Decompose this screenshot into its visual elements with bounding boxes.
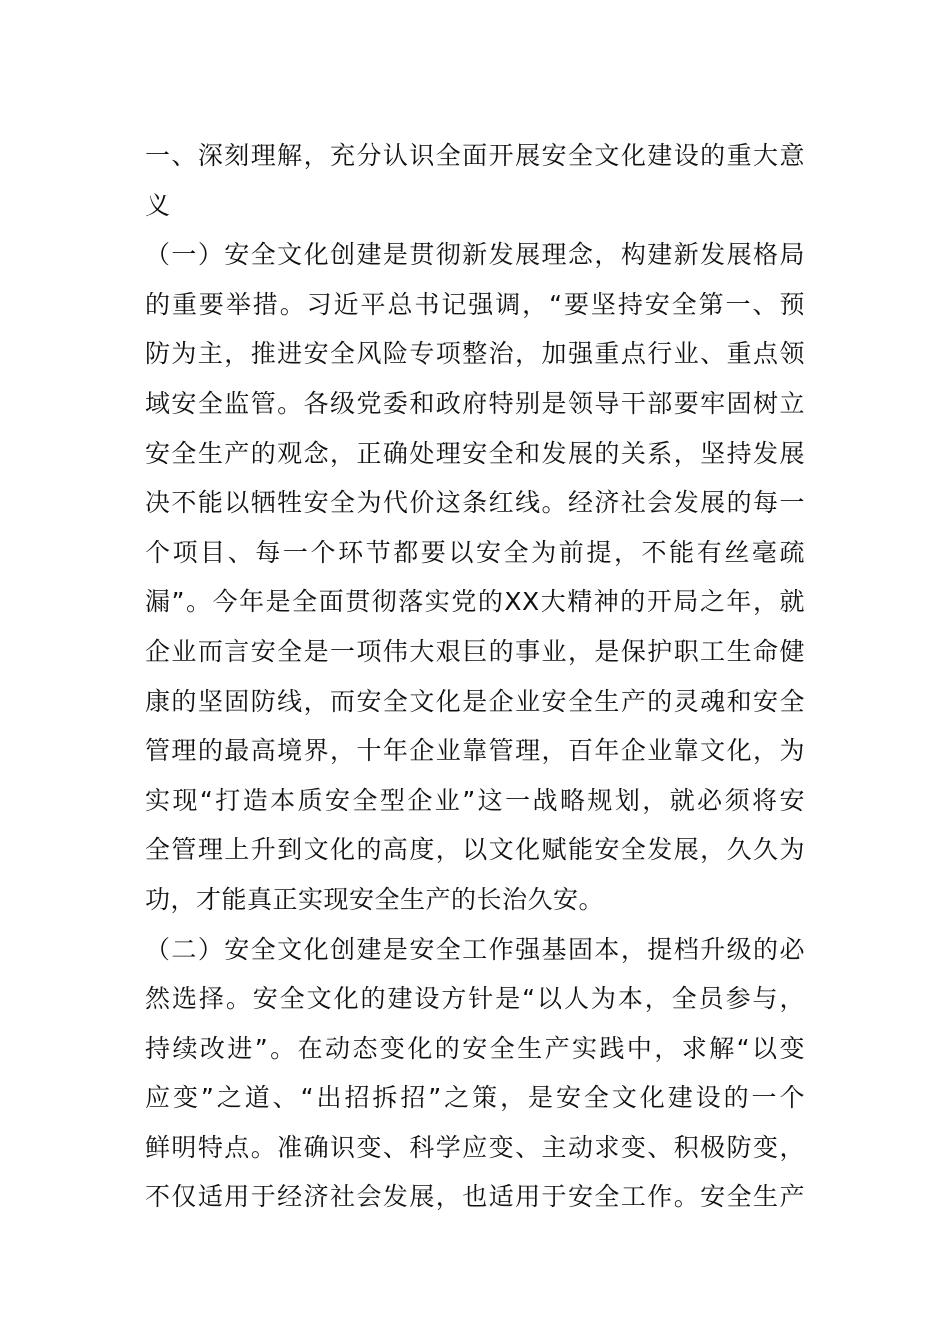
heading-line: 义 [145, 190, 171, 220]
paragraph-line: 漏”。今年是全面贯彻落实党的XX大精神的开局之年，就 [145, 587, 805, 617]
paragraph-line: 持续改进”。在动态变化的安全生产实践中，求解“以变 [145, 1033, 805, 1063]
paragraph-line: 实现“打造本质安全型企业”这一战略规划，就必须将安 [145, 785, 805, 815]
heading-line: 一、深刻理解，充分认识全面开展安全文化建设的重大意 [145, 141, 805, 170]
paragraph-line: 个项目、每一个环节都要以安全为前提，不能有丝毫疏 [145, 537, 805, 567]
paragraph-line: 域安全监管。各级党委和政府特别是领导干部要牢固树立 [145, 388, 805, 418]
paragraph-line: 的重要举措。习近平总书记强调，“要坚持安全第一、预 [145, 289, 805, 319]
paragraph-line: 应变”之道、“出招拆招”之策，是安全文化建设的一个 [145, 1083, 805, 1113]
section-heading [145, 131, 805, 230]
paragraph-line: 防为主，推进安全风险专项整治，加强重点行业、重点领 [145, 339, 805, 369]
paragraph-line: 然选择。安全文化的建设方针是“以人为本，全员参与， [145, 984, 805, 1014]
paragraph-line: 鲜明特点。准确识变、科学应变、主动求变、积极防变， [145, 1132, 805, 1162]
paragraph-line: 管理的最高境界，十年企业靠管理，百年企业靠文化，为 [145, 736, 805, 766]
paragraph-2 [145, 925, 805, 1223]
paragraph-1 [145, 230, 805, 924]
paragraph-line: 不仅适用于经济社会发展，也适用于安全工作。安全生产 [145, 1182, 805, 1212]
paragraph-line: （二）安全文化创建是安全工作强基固本，提档升级的必 [145, 934, 805, 964]
paragraph-line: 安全生产的观念，正确处理安全和发展的关系，坚持发展 [145, 438, 805, 468]
paragraph-line: 全管理上升到文化的高度，以文化赋能安全发展，久久为 [145, 835, 805, 865]
paragraph-line: 康的坚固防线，而安全文化是企业安全生产的灵魂和安全 [145, 686, 805, 716]
paragraph-line: 功，才能真正实现安全生产的长治久安。 [145, 884, 605, 914]
paragraph-line: （一）安全文化创建是贯彻新发展理念，构建新发展格局 [145, 240, 805, 270]
document-body [145, 131, 805, 1222]
paragraph-line: 企业而言安全是一项伟大艰巨的事业，是保护职工生命健 [145, 636, 805, 666]
paragraph-line: 决不能以牺牲安全为代价这条红线。经济社会发展的每一 [145, 488, 805, 518]
